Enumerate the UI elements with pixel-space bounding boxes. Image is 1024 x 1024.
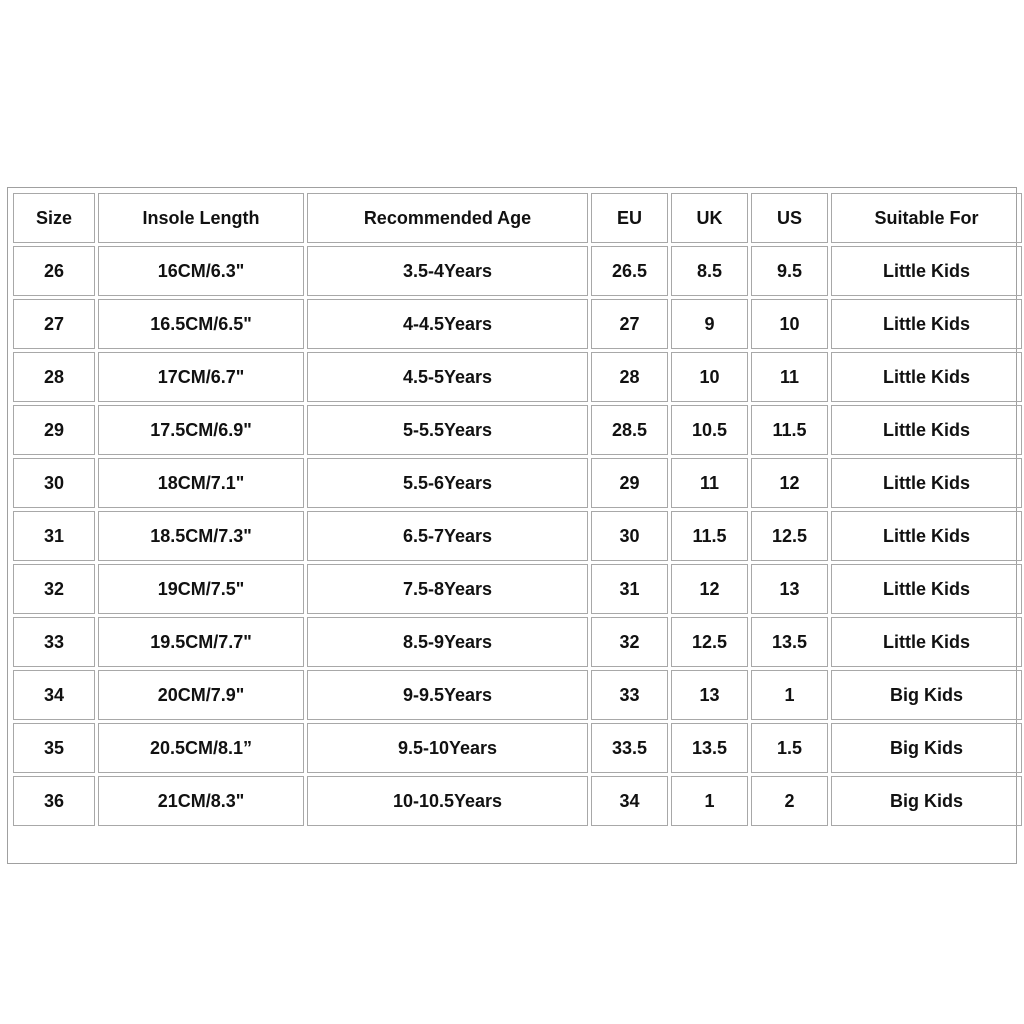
cell-size: 29 bbox=[13, 405, 95, 455]
cell-uk: 9 bbox=[671, 299, 748, 349]
cell-uk: 13 bbox=[671, 670, 748, 720]
cell-size: 33 bbox=[13, 617, 95, 667]
size-chart-frame bbox=[7, 187, 1017, 864]
column-header-recommended-age: Recommended Age bbox=[307, 193, 588, 243]
cell-insole-length: 20.5CM/8.1” bbox=[98, 723, 304, 773]
cell-insole-length: 19.5CM/7.7" bbox=[98, 617, 304, 667]
table-header-row bbox=[13, 193, 1022, 243]
cell-suitable-for: Little Kids bbox=[831, 617, 1022, 667]
cell-recommended-age: 5.5-6Years bbox=[307, 458, 588, 508]
cell-eu: 33.5 bbox=[591, 723, 668, 773]
cell-us: 11.5 bbox=[751, 405, 828, 455]
cell-us: 11 bbox=[751, 352, 828, 402]
cell-uk: 8.5 bbox=[671, 246, 748, 296]
cell-suitable-for: Big Kids bbox=[831, 723, 1022, 773]
cell-us: 13 bbox=[751, 564, 828, 614]
cell-suitable-for: Big Kids bbox=[831, 776, 1022, 826]
cell-recommended-age: 4-4.5Years bbox=[307, 299, 588, 349]
cell-recommended-age: 9.5-10Years bbox=[307, 723, 588, 773]
cell-suitable-for: Little Kids bbox=[831, 405, 1022, 455]
table-row bbox=[13, 564, 1022, 614]
cell-eu: 26.5 bbox=[591, 246, 668, 296]
cell-eu: 28 bbox=[591, 352, 668, 402]
cell-suitable-for: Little Kids bbox=[831, 458, 1022, 508]
cell-uk: 10 bbox=[671, 352, 748, 402]
cell-suitable-for: Little Kids bbox=[831, 564, 1022, 614]
cell-insole-length: 17CM/6.7" bbox=[98, 352, 304, 402]
cell-us: 12.5 bbox=[751, 511, 828, 561]
cell-size: 26 bbox=[13, 246, 95, 296]
column-header-suitable-for: Suitable For bbox=[831, 193, 1022, 243]
cell-insole-length: 18CM/7.1" bbox=[98, 458, 304, 508]
cell-size: 36 bbox=[13, 776, 95, 826]
table-row bbox=[13, 776, 1022, 826]
cell-recommended-age: 3.5-4Years bbox=[307, 246, 588, 296]
cell-size: 30 bbox=[13, 458, 95, 508]
cell-recommended-age: 6.5-7Years bbox=[307, 511, 588, 561]
cell-uk: 11.5 bbox=[671, 511, 748, 561]
cell-size: 27 bbox=[13, 299, 95, 349]
cell-suitable-for: Big Kids bbox=[831, 670, 1022, 720]
cell-recommended-age: 10-10.5Years bbox=[307, 776, 588, 826]
table-row bbox=[13, 670, 1022, 720]
cell-uk: 13.5 bbox=[671, 723, 748, 773]
table-row bbox=[13, 246, 1022, 296]
table-row bbox=[13, 405, 1022, 455]
column-header-eu: EU bbox=[591, 193, 668, 243]
cell-eu: 29 bbox=[591, 458, 668, 508]
cell-insole-length: 18.5CM/7.3" bbox=[98, 511, 304, 561]
table-row bbox=[13, 352, 1022, 402]
cell-us: 9.5 bbox=[751, 246, 828, 296]
cell-suitable-for: Little Kids bbox=[831, 299, 1022, 349]
column-header-us: US bbox=[751, 193, 828, 243]
cell-size: 34 bbox=[13, 670, 95, 720]
cell-uk: 1 bbox=[671, 776, 748, 826]
cell-eu: 32 bbox=[591, 617, 668, 667]
cell-recommended-age: 5-5.5Years bbox=[307, 405, 588, 455]
cell-eu: 27 bbox=[591, 299, 668, 349]
table-row bbox=[13, 458, 1022, 508]
table-row bbox=[13, 723, 1022, 773]
cell-suitable-for: Little Kids bbox=[831, 352, 1022, 402]
cell-recommended-age: 8.5-9Years bbox=[307, 617, 588, 667]
cell-insole-length: 20CM/7.9" bbox=[98, 670, 304, 720]
cell-us: 12 bbox=[751, 458, 828, 508]
column-header-insole-length: Insole Length bbox=[98, 193, 304, 243]
table-row bbox=[13, 299, 1022, 349]
cell-us: 1.5 bbox=[751, 723, 828, 773]
column-header-uk: UK bbox=[671, 193, 748, 243]
cell-insole-length: 16CM/6.3" bbox=[98, 246, 304, 296]
size-chart-table bbox=[10, 190, 1024, 829]
cell-recommended-age: 9-9.5Years bbox=[307, 670, 588, 720]
cell-size: 31 bbox=[13, 511, 95, 561]
cell-size: 32 bbox=[13, 564, 95, 614]
cell-suitable-for: Little Kids bbox=[831, 511, 1022, 561]
cell-uk: 11 bbox=[671, 458, 748, 508]
cell-insole-length: 17.5CM/6.9" bbox=[98, 405, 304, 455]
table-row bbox=[13, 617, 1022, 667]
cell-eu: 34 bbox=[591, 776, 668, 826]
cell-suitable-for: Little Kids bbox=[831, 246, 1022, 296]
cell-eu: 28.5 bbox=[591, 405, 668, 455]
cell-insole-length: 16.5CM/6.5" bbox=[98, 299, 304, 349]
cell-recommended-age: 4.5-5Years bbox=[307, 352, 588, 402]
cell-size: 28 bbox=[13, 352, 95, 402]
cell-uk: 10.5 bbox=[671, 405, 748, 455]
cell-eu: 33 bbox=[591, 670, 668, 720]
cell-uk: 12 bbox=[671, 564, 748, 614]
cell-eu: 31 bbox=[591, 564, 668, 614]
cell-us: 2 bbox=[751, 776, 828, 826]
cell-insole-length: 21CM/8.3" bbox=[98, 776, 304, 826]
cell-us: 13.5 bbox=[751, 617, 828, 667]
cell-us: 10 bbox=[751, 299, 828, 349]
cell-uk: 12.5 bbox=[671, 617, 748, 667]
column-header-size: Size bbox=[13, 193, 95, 243]
table-row bbox=[13, 511, 1022, 561]
cell-us: 1 bbox=[751, 670, 828, 720]
cell-insole-length: 19CM/7.5" bbox=[98, 564, 304, 614]
cell-eu: 30 bbox=[591, 511, 668, 561]
cell-recommended-age: 7.5-8Years bbox=[307, 564, 588, 614]
cell-size: 35 bbox=[13, 723, 95, 773]
